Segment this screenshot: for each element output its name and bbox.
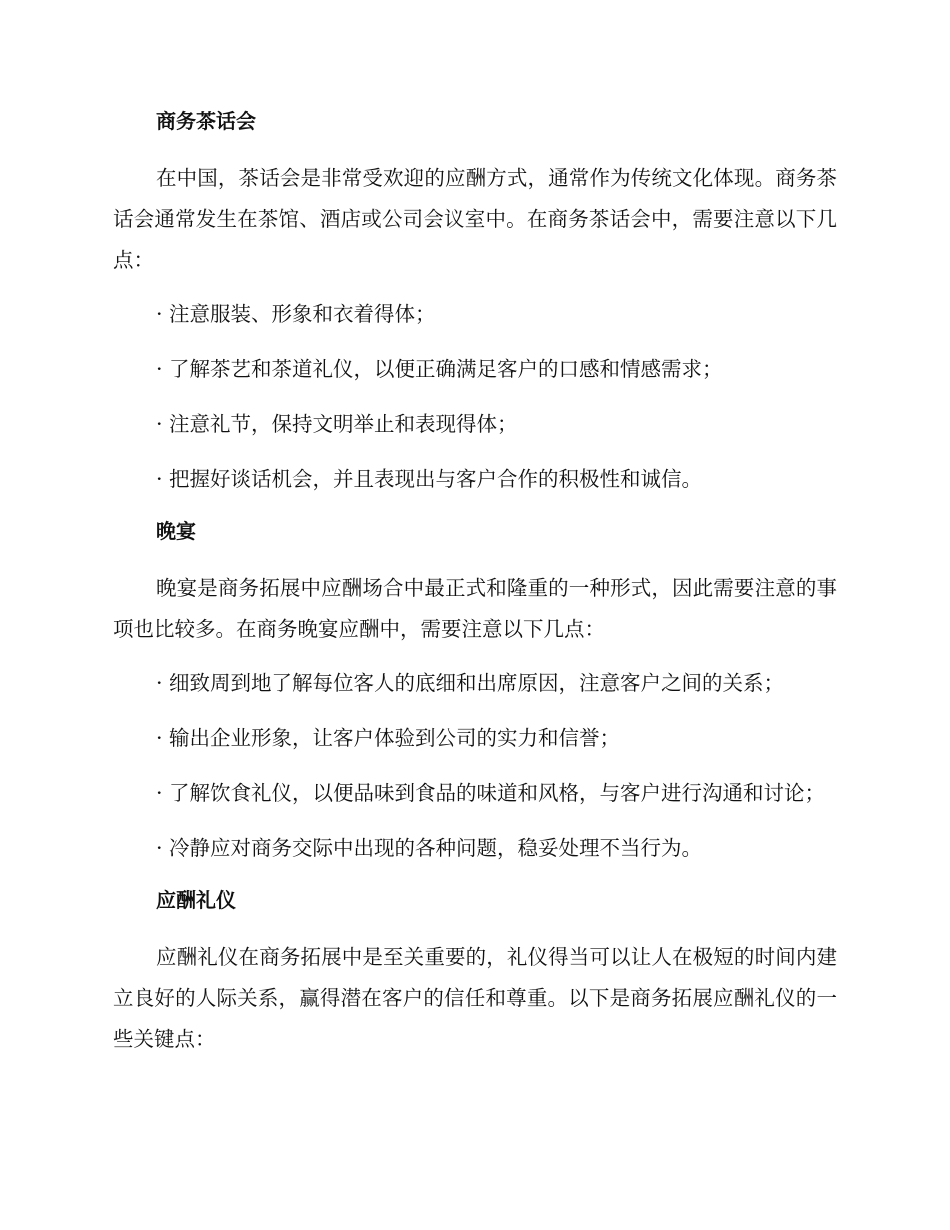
section-paragraph-banquet: 晚宴是商务拓展中应酬场合中最正式和隆重的一种形式，因此需要注意的事项也比较多。在商务晚宴应酬中，需要注意以下几点： — [113, 576, 837, 641]
bullet-item: · 冷静应对商务交际中出现的各种问题，稳妥处理不当行为。 — [156, 836, 703, 860]
bullet-item: · 细致周到地了解每位客人的底细和出席原因，注意客户之间的关系； — [156, 671, 785, 695]
bullet-item: · 把握好谈话机会，并且表现出与客户合作的积极性和诚信。 — [156, 467, 703, 491]
bullet-item: · 了解茶艺和茶道礼仪，以便正确满足客户的口感和情感需求； — [156, 357, 723, 381]
bullet-item: · 输出企业形象，让客户体验到公司的实力和信誉； — [156, 726, 621, 750]
section-heading-etiquette: 应酬礼仪 — [156, 888, 236, 912]
section-paragraph-etiquette: 应酬礼仪在商务拓展中是至关重要的，礼仪得当可以让人在极短的时间内建立良好的人际关系，赢得潜在客户的信任和尊重。以下是商务拓展应酬礼仪的一些关键点： — [113, 945, 837, 1051]
bullet-item: · 注意服装、形象和衣着得体； — [156, 302, 436, 326]
bullet-item: · 了解饮食礼仪，以便品味到食品的味道和风格，与客户进行沟通和讨论； — [156, 781, 826, 805]
section-heading-tea-party: 商务茶话会 — [156, 109, 256, 133]
section-heading-banquet: 晚宴 — [156, 519, 196, 543]
document-content — [113, 104, 837, 1073]
section-paragraph-tea-party: 在中国，茶话会是非常受欢迎的应酬方式，通常作为传统文化体现。商务茶话会通常发生在茶馆、酒店或公司会议室中。在商务茶话会中，需要注意以下几点： — [113, 166, 837, 272]
bullet-item: · 注意礼节，保持文明举止和表现得体； — [156, 412, 518, 436]
